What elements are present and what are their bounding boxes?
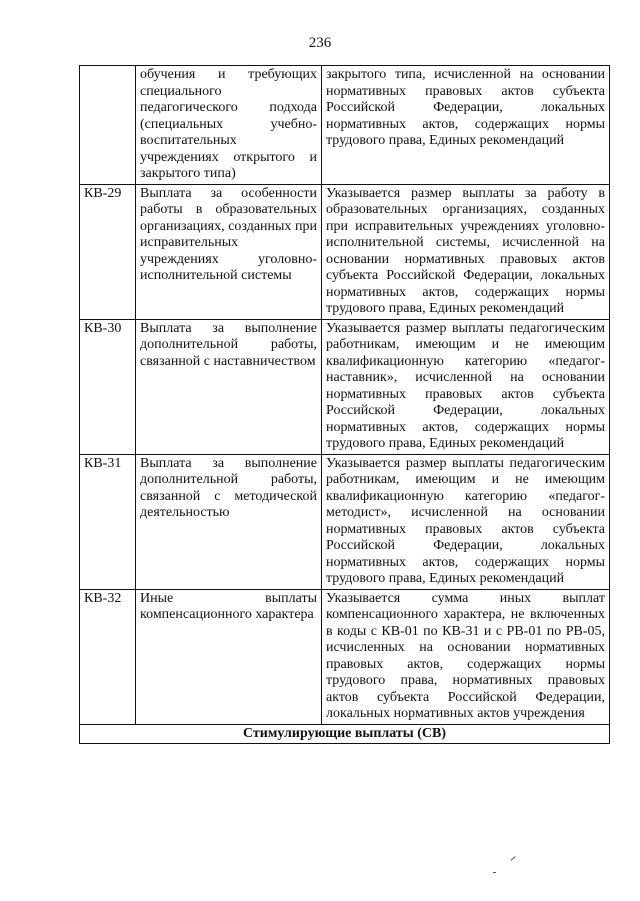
row-code: КВ-29	[80, 184, 136, 319]
row-code: КВ-30	[80, 319, 136, 454]
row-description: Указывается размер выплаты педагогическим работникам, имеющим и не имеющим квалификационную категорию «педагог-методист», исчисленной на основании нормативных правовых актов субъекта Российской Федерации, локальных нормативных актов, содержащих нормы трудового права, Единых рекомендаций	[322, 454, 610, 589]
row-description: Указывается размер выплаты за работу в образовательных организациях, созданных при исправительных учреждениях уголовно-исполнительной системы, исчисленной на основании нормативных правовых актов субъекта Российской Федерации, локальных нормативных актов, содержащих нормы трудового права, Единых рекомендаций	[322, 184, 610, 319]
payments-table	[79, 65, 610, 744]
row-description: закрытого типа, исчисленной на основании нормативных правовых актов субъекта Российской Федерации, локальных нормативных актов, содержащих нормы трудового права, Единых рекомендаций	[322, 66, 610, 185]
table-row	[80, 66, 610, 185]
row-description: Указывается сумма иных выплат компенсационного характера, не включенных в коды с КВ-01 по КВ-31 и с РВ-01 по РВ-05, исчисленных на основании нормативных правовых актов, содержащих нормы трудового права, нормативных правовых актов субъекта Российской Федерации, локальных нормативных актов учреждения	[322, 589, 610, 724]
table-row	[80, 319, 610, 454]
row-code: КВ-31	[80, 454, 136, 589]
row-code	[80, 66, 136, 185]
scan-mark	[493, 872, 496, 873]
row-code: КВ-32	[80, 589, 136, 724]
row-description: Указывается размер выплаты педагогическим работникам, имеющим и не имеющим квалификационную категорию «педагог-наставник», исчисленной на основании нормативных правовых актов субъекта Российской Федерации, локальных нормативных актов, содержащих нормы трудового права, Единых рекомендаций	[322, 319, 610, 454]
row-name: Выплата за особенности работы в образовательных организациях, созданных при исправительных учреждениях уголовно-исполнительной системы	[136, 184, 322, 319]
table-row	[80, 184, 610, 319]
page-number: 236	[308, 35, 332, 51]
table-row	[80, 454, 610, 589]
row-name: Иные выплаты компенсационного характера	[136, 589, 322, 724]
scan-mark	[510, 856, 515, 861]
section-header-row	[80, 724, 610, 744]
row-name: Выплата за выполнение дополнительной работы, связанной с методической деятельностью	[136, 454, 322, 589]
section-header: Стимулирующие выплаты (СВ)	[80, 724, 610, 744]
table-row	[80, 589, 610, 724]
row-name: обучения и требующих специального педагогического подхода (специальных учебно-воспитательных учреждениях открытого и закрытого типа)	[136, 66, 322, 185]
row-name: Выплата за выполнение дополнительной работы, связанной с наставничеством	[136, 319, 322, 454]
